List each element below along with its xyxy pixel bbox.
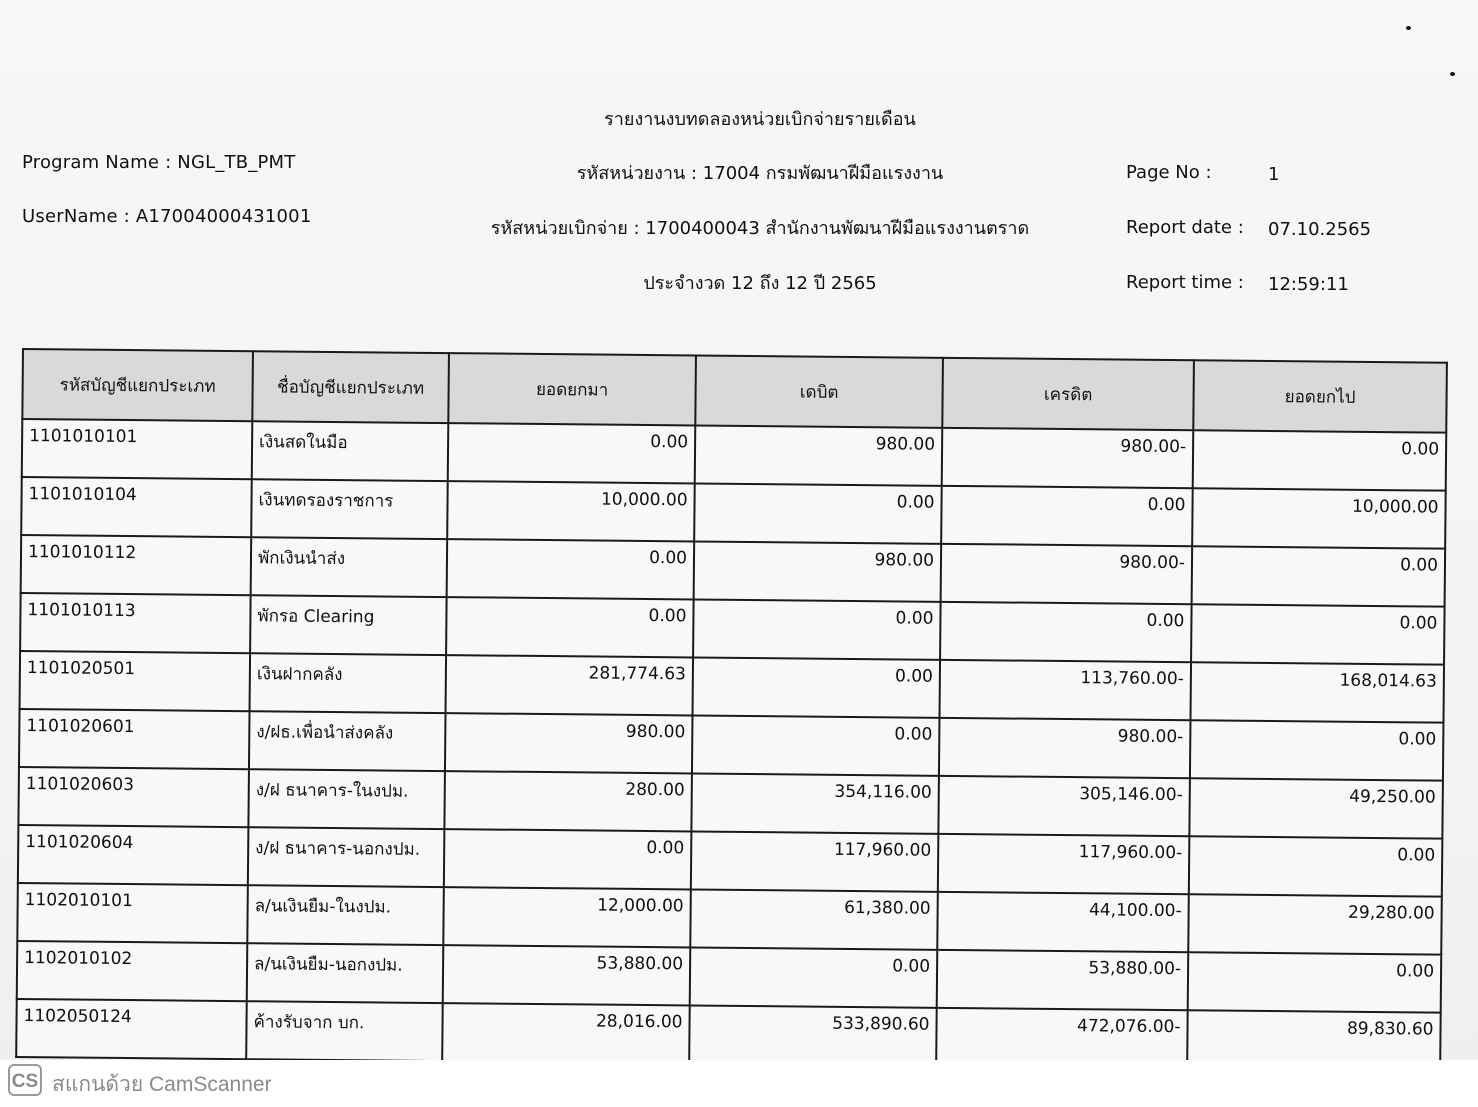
debit-cell: 117,960.00 [691, 831, 939, 891]
report-title: รายงานงบทดลองหน่วยเบิกจ่ายรายเดือน [604, 109, 916, 130]
report-time-label: Report time : [1126, 272, 1244, 293]
scan-speck [1406, 26, 1411, 30]
page-no-value: 1 [1268, 164, 1280, 185]
debit-cell: 0.00 [694, 483, 942, 543]
report-date-label: Report date : [1126, 217, 1244, 238]
brought-forward-cell: 12,000.00 [443, 887, 691, 947]
credit-cell: 305,146.00- [938, 776, 1190, 836]
carried-forward-cell: 89,830.60 [1187, 1010, 1441, 1070]
account-code-cell: 1101020603 [18, 767, 249, 827]
debit-cell: 0.00 [690, 947, 938, 1007]
account-name-cell: ค้างรับจาก บก. [246, 1001, 443, 1061]
column-header-carried-forward: ยอดยกไป [1193, 360, 1447, 432]
brought-forward-cell: 0.00 [447, 539, 695, 599]
account-code-cell: 1101010112 [21, 535, 252, 595]
brought-forward-cell: 281,774.63 [446, 655, 694, 715]
account-code-cell: 1101020604 [18, 825, 249, 885]
account-code-cell: 1101010101 [22, 419, 253, 479]
user-name: UserName : A17004000431001 [22, 206, 312, 227]
brought-forward-cell: 28,016.00 [442, 1003, 690, 1063]
carried-forward-cell: 29,280.00 [1188, 894, 1442, 954]
column-header-account-code: รหัสบัญชีแยกประเภท [22, 349, 253, 421]
debit-cell: 61,380.00 [690, 889, 938, 949]
report-date-value: 07.10.2565 [1268, 219, 1372, 240]
credit-cell: 980.00- [939, 718, 1191, 778]
agency-line: รหัสหน่วยงาน : 17004 กรมพัฒนาฝีมือแรงงาน [576, 163, 944, 184]
brought-forward-cell: 0.00 [446, 597, 694, 657]
scan-speck [1450, 72, 1455, 76]
column-header-debit: เดบิต [695, 355, 943, 427]
account-name-cell: ล/นเงินยืม-นอกงปม. [247, 943, 444, 1003]
program-name: Program Name : NGL_TB_PMT [22, 152, 296, 173]
disbursing-unit-line: รหัสหน่วยเบิกจ่าย : 1700400043 สำนักงานพัฒนาฝีมือแรงงานตราด [490, 218, 1030, 239]
period-line: ประจำงวด 12 ถึง 12 ปี 2565 [643, 273, 877, 294]
debit-cell: 0.00 [692, 715, 940, 775]
account-code-cell: 1101010113 [20, 593, 251, 653]
camscanner-watermark: สแกนด้วย CamScanner [52, 1073, 272, 1096]
credit-cell: 113,760.00- [939, 660, 1191, 720]
account-code-cell: 1101020501 [20, 651, 251, 711]
debit-cell: 980.00 [695, 425, 943, 485]
credit-cell: 980.00- [941, 544, 1193, 604]
credit-cell: 980.00- [942, 428, 1194, 488]
carried-forward-cell: 0.00 [1188, 952, 1442, 1012]
account-code-cell: 1102050124 [16, 999, 247, 1059]
account-name-cell: ง/ฝ ธนาคาร-ในงปม. [248, 769, 445, 829]
page-no-label: Page No : [1126, 162, 1212, 183]
debit-cell: 980.00 [694, 541, 942, 601]
carried-forward-cell: 0.00 [1193, 430, 1447, 490]
brought-forward-cell: 10,000.00 [447, 481, 695, 541]
debit-cell: 0.00 [693, 657, 941, 717]
credit-cell: 117,960.00- [938, 834, 1190, 894]
brought-forward-cell: 53,880.00 [443, 945, 691, 1005]
account-code-cell: 1101020601 [19, 709, 250, 769]
account-code-cell: 1102010102 [17, 941, 248, 1001]
trial-balance-table [15, 348, 1448, 1072]
account-code-cell: 1102010101 [17, 883, 248, 943]
brought-forward-cell: 0.00 [448, 423, 696, 483]
camscanner-logo-icon: CS [8, 1064, 42, 1096]
column-header-credit: เครดิต [942, 358, 1194, 430]
report-time-value: 12:59:11 [1268, 274, 1349, 295]
brought-forward-cell: 0.00 [444, 829, 692, 889]
account-name-cell: ง/ฝธ.เพื่อนำส่งคลัง [249, 711, 446, 771]
account-name-cell: เงินฝากคลัง [250, 653, 447, 713]
account-name-cell: พักเงินนำส่ง [251, 537, 448, 597]
credit-cell: 0.00 [941, 486, 1193, 546]
carried-forward-cell: 0.00 [1191, 604, 1445, 664]
credit-cell: 44,100.00- [937, 892, 1189, 952]
column-header-account-name: ชื่อบัญชีแยกประเภท [252, 351, 449, 423]
credit-cell: 0.00 [940, 602, 1192, 662]
carried-forward-cell: 168,014.63 [1190, 662, 1444, 722]
carried-forward-cell: 10,000.00 [1192, 488, 1446, 548]
account-name-cell: ล/นเงินยืม-ในงปม. [247, 885, 444, 945]
debit-cell: 533,890.60 [689, 1005, 937, 1065]
credit-cell: 472,076.00- [936, 1008, 1188, 1068]
brought-forward-cell: 280.00 [444, 771, 692, 831]
credit-cell: 53,880.00- [937, 950, 1189, 1010]
carried-forward-cell: 0.00 [1192, 546, 1446, 606]
carried-forward-cell: 49,250.00 [1189, 778, 1443, 838]
carried-forward-cell: 0.00 [1190, 720, 1444, 780]
account-name-cell: เงินทดรองราชการ [251, 479, 448, 539]
account-name-cell: เงินสดในมือ [252, 421, 449, 481]
brought-forward-cell: 980.00 [445, 713, 693, 773]
account-name-cell: พักรอ Clearing [250, 595, 447, 655]
column-header-brought-forward: ยอดยกมา [448, 353, 696, 425]
debit-cell: 354,116.00 [691, 773, 939, 833]
account-code-cell: 1101010104 [21, 477, 252, 537]
account-name-cell: ง/ฝ ธนาคาร-นอกงปม. [248, 827, 445, 887]
debit-cell: 0.00 [693, 599, 941, 659]
carried-forward-cell: 0.00 [1189, 836, 1443, 896]
